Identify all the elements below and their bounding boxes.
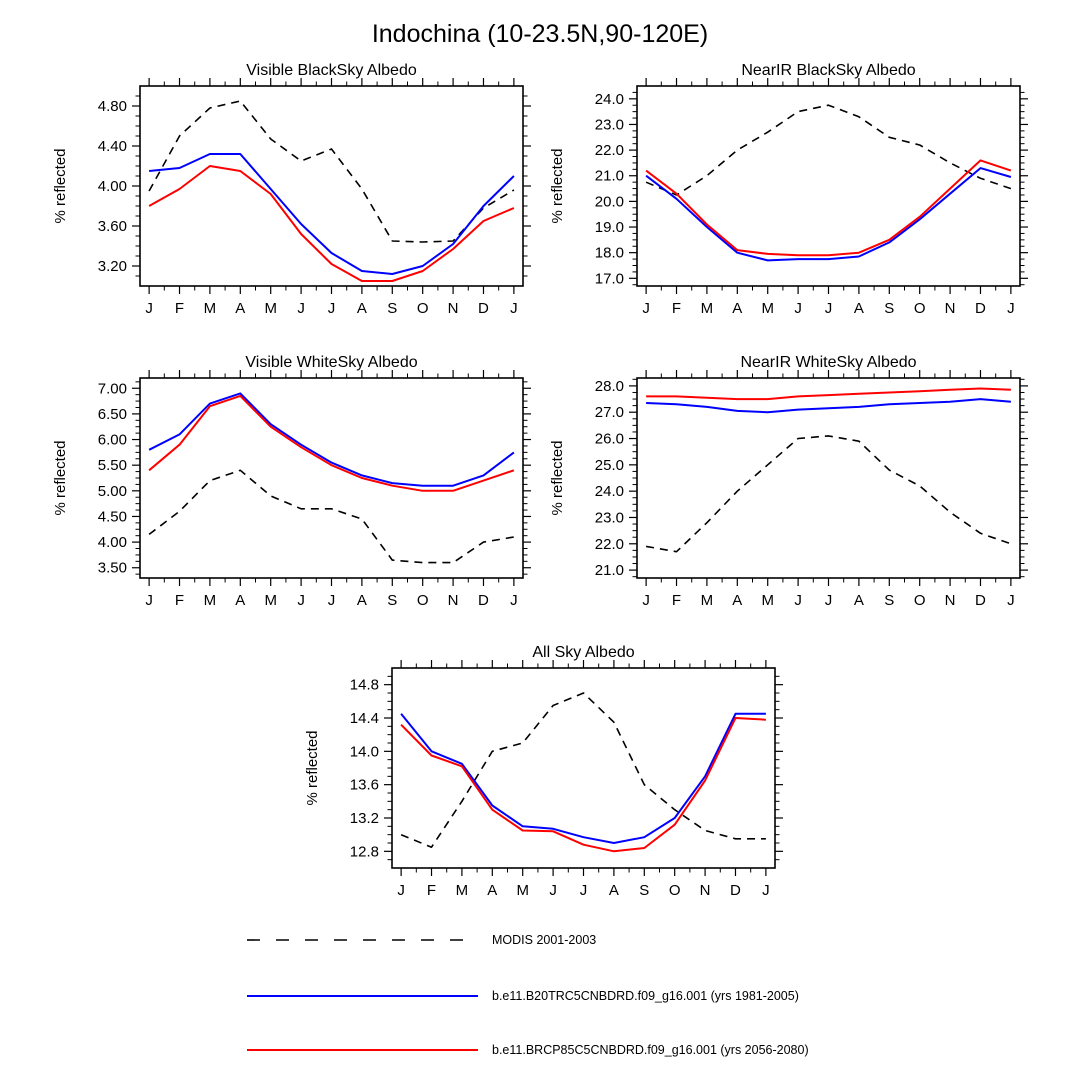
x-tick-label: A [732,300,743,317]
y-tick-label: 5.00 [97,482,127,500]
x-tick-label: M [264,300,277,317]
legend-label-historical: b.e11.B20TRC5CNBDRD.f09_g16.001 (yrs 1981-2005) [492,989,799,1003]
chart-svg [297,640,787,922]
y-tick-label: 6.50 [97,405,127,423]
y-tick-label: 27.0 [594,404,624,422]
legend-label-rcp85: b.e11.BRCP85C5CNBDRD.f09_g16.001 (yrs 2056-2080) [492,1043,809,1057]
x-tick-label: J [297,300,305,317]
x-tick-label: F [174,592,185,609]
x-tick-label: M [264,592,277,609]
x-tick-label: N [699,882,711,899]
x-tick-label: J [297,592,305,609]
series-modis-line [646,436,1011,552]
chart-title: Visible WhiteSky Albedo [245,354,418,371]
legend-item-modis [245,933,596,947]
y-tick-label: 12.8 [349,843,379,861]
x-tick-label: D [975,592,986,609]
y-tick-label: 26.0 [594,430,624,448]
y-tick-label: 4.00 [97,178,127,195]
y-tick-label: 3.20 [97,258,127,275]
x-tick-label: S [884,592,895,609]
chart-svg [45,350,535,632]
y-tick-label: 21.0 [594,167,624,185]
x-tick-label: M [700,592,714,609]
series-rcp-line [646,160,1011,255]
x-tick-label: M [455,882,469,899]
y-axis-label: % reflected [549,148,566,224]
x-tick-label: M [700,300,714,317]
x-tick-label: J [327,592,336,609]
x-tick-label: O [913,592,926,609]
x-tick-label: M [516,882,529,899]
x-tick-label: F [671,300,682,317]
x-tick-label: J [549,882,557,899]
series-hist-line [149,154,514,274]
x-tick-label: J [794,592,802,609]
x-tick-label: A [235,592,246,609]
y-tick-label: 4.40 [97,138,127,155]
x-tick-label: A [732,592,743,609]
series-hist-line [401,714,766,843]
chart-nearir-whitesky-albedo [542,350,1032,632]
x-tick-label: S [639,882,650,899]
legend-label-modis: MODIS 2001-2003 [492,933,597,947]
y-tick-label: 22.0 [594,535,624,553]
x-tick-label: J [145,592,153,609]
x-tick-label: J [510,300,518,317]
chart-svg [542,58,1032,340]
x-tick-label: M [203,300,217,317]
x-tick-label: O [416,300,429,317]
y-tick-label: 5.50 [97,457,127,475]
figure-title: Indochina (10-23.5N,90-120E) [371,20,709,48]
y-axis-label: % reflected [52,148,69,224]
x-tick-label: O [668,882,681,899]
x-tick-label: S [884,300,895,317]
x-tick-label: A [235,300,246,317]
x-tick-label: M [761,592,774,609]
x-tick-label: J [1007,592,1015,609]
y-axis-label: % reflected [549,440,566,516]
y-tick-label: 22.0 [594,142,624,160]
legend-line-sample-historical [245,989,480,1003]
series-hist-line [646,399,1011,412]
y-tick-label: 25.0 [594,456,624,474]
x-tick-label: J [642,300,650,317]
y-tick-label: 19.0 [594,219,624,237]
y-tick-label: 14.4 [349,710,379,727]
y-tick-label: 23.0 [594,509,624,527]
chart-title: NearIR BlackSky Albedo [741,62,916,79]
chart-visible-blacksky-albedo [45,58,535,340]
x-tick-label: O [416,592,429,609]
series-rcp-line [646,389,1011,400]
chart-title: All Sky Albedo [532,644,635,661]
y-tick-label: 4.80 [97,98,127,115]
plot-frame [140,378,523,578]
y-tick-label: 14.8 [349,676,379,694]
legend-line-sample-rcp85 [245,1043,480,1057]
x-tick-label: F [174,300,185,317]
x-tick-label: A [356,592,367,609]
x-tick-label: J [145,300,153,317]
y-tick-label: 17.0 [594,270,624,288]
y-tick-label: 4.00 [97,534,127,552]
y-tick-label: 24.0 [594,90,624,108]
x-tick-label: A [853,592,864,609]
y-tick-label: 21.0 [594,562,624,580]
series-hist-line [149,393,514,485]
y-tick-label: 18.0 [594,244,624,262]
x-tick-label: J [794,300,802,317]
x-tick-label: M [203,592,217,609]
x-tick-label: J [824,592,833,609]
y-tick-label: 3.60 [97,218,127,235]
x-tick-label: F [671,592,682,609]
y-axis-label: % reflected [304,730,321,806]
x-tick-label: J [642,592,650,609]
chart-title: Visible BlackSky Albedo [246,62,417,79]
x-tick-label: S [387,592,398,609]
chart-nearir-blacksky-albedo [542,58,1032,340]
x-tick-label: A [487,882,498,899]
x-tick-label: A [853,300,864,317]
legend-item-rcp85 [245,1043,809,1057]
x-tick-label: D [478,592,489,609]
x-tick-label: J [824,300,833,317]
series-rcp-line [401,718,766,851]
chart-visible-whitesky-albedo [45,350,535,632]
x-tick-label: J [579,882,588,899]
x-tick-label: J [510,592,518,609]
x-tick-label: N [944,592,956,609]
x-tick-label: O [913,300,926,317]
x-tick-label: J [1007,300,1015,317]
y-tick-label: 24.0 [594,483,624,501]
y-tick-label: 20.0 [594,193,624,211]
x-tick-label: A [356,300,367,317]
y-tick-label: 3.50 [97,559,127,577]
x-tick-label: J [762,882,770,899]
legend-item-historical [245,989,799,1003]
y-tick-label: 28.0 [594,377,624,395]
chart-svg [45,58,535,340]
plot-frame [140,86,523,286]
x-tick-label: M [761,300,774,317]
legend [0,915,1080,1075]
x-tick-label: D [975,300,986,317]
y-tick-label: 6.00 [97,431,127,449]
x-tick-label: S [387,300,398,317]
legend-line-sample-modis [245,933,480,947]
chart-all-sky-albedo [297,640,787,922]
y-tick-label: 13.6 [349,776,379,794]
series-modis-line [646,105,1011,195]
y-axis-label: % reflected [52,440,69,516]
x-tick-label: J [327,300,336,317]
x-tick-label: F [426,882,437,899]
chart-svg [542,350,1032,632]
x-tick-label: D [730,882,741,899]
x-tick-label: D [478,300,489,317]
x-tick-label: N [447,592,459,609]
x-tick-label: J [397,882,405,899]
x-tick-label: N [447,300,459,317]
series-rcp-line [149,166,514,281]
y-tick-label: 23.0 [594,116,624,134]
x-tick-label: A [608,882,619,899]
y-tick-label: 4.50 [97,508,127,526]
chart-title: NearIR WhiteSky Albedo [740,354,917,371]
y-tick-label: 14.0 [349,743,379,761]
y-tick-label: 7.00 [97,380,127,398]
x-tick-label: N [944,300,956,317]
y-tick-label: 13.2 [349,810,379,827]
